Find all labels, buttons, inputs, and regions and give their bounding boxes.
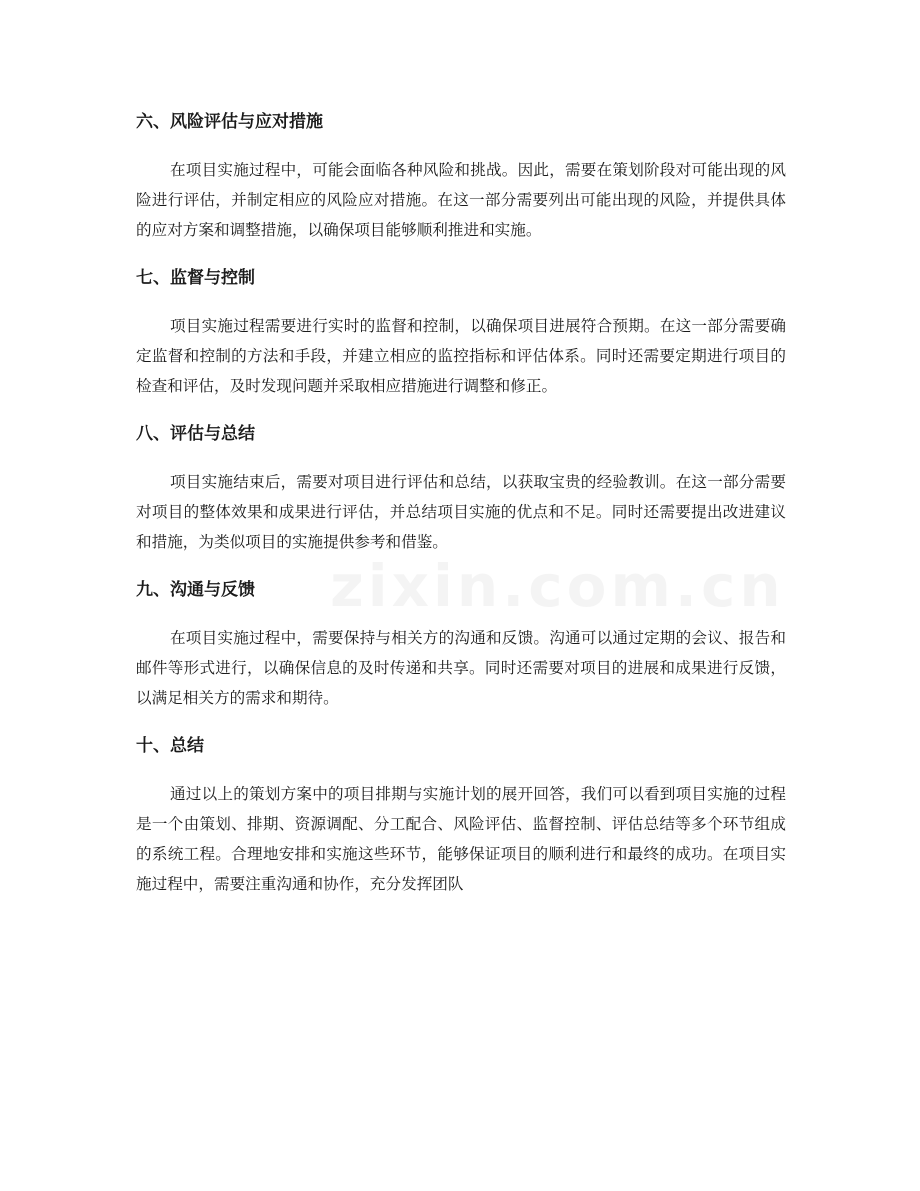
- section-paragraph-10: 通过以上的策划方案中的项目排期与实施计划的展开回答，我们可以看到项目实施的过程是一个由策划、排期、资源调配、分工配合、风险评估、监督控制、评估总结等多个环节组成的系统工程。合理地安排和实施这些环节，能够保证项目的顺利进行和最终的成功。在项目实施过程中，需要注重沟通和协作，充分发挥团队: [136, 785, 786, 893]
- section-heading-8: 八、评估与总结: [136, 424, 255, 444]
- section-heading-6: 六、风险评估与应对措施: [136, 112, 323, 132]
- section-paragraph-7: 项目实施过程需要进行实时的监督和控制，以确保项目进展符合预期。在这一部分需要确定监督和控制的方法和手段，并建立相应的监控指标和评估体系。同时还需要定期进行项目的检查和评估，及时发现问题并采取相应措施进行调整和修正。: [136, 317, 786, 395]
- section-paragraph-6: 在项目实施过程中，可能会面临各种风险和挑战。因此，需要在策划阶段对可能出现的风险进行评估，并制定相应的风险应对措施。在这一部分需要列出可能出现的风险，并提供具体的应对方案和调整措施，以确保项目能够顺利推进和实施。: [136, 161, 786, 239]
- section-paragraph-9: 在项目实施过程中，需要保持与相关方的沟通和反馈。沟通可以通过定期的会议、报告和邮件等形式进行，以确保信息的及时传递和共享。同时还需要对项目的进展和成果进行反馈，以满足相关方的需求和期待。: [136, 629, 786, 707]
- document-body: [136, 107, 786, 899]
- section-heading-10: 十、总结: [136, 736, 204, 756]
- section-heading-9: 九、沟通与反馈: [136, 580, 255, 600]
- section-heading-7: 七、监督与控制: [136, 268, 255, 288]
- section-paragraph-8: 项目实施结束后，需要对项目进行评估和总结，以获取宝贵的经验教训。在这一部分需要对项目的整体效果和成果进行评估，并总结项目实施的优点和不足。同时还需要提出改进建议和措施，为类似项目的实施提供参考和借鉴。: [136, 473, 786, 551]
